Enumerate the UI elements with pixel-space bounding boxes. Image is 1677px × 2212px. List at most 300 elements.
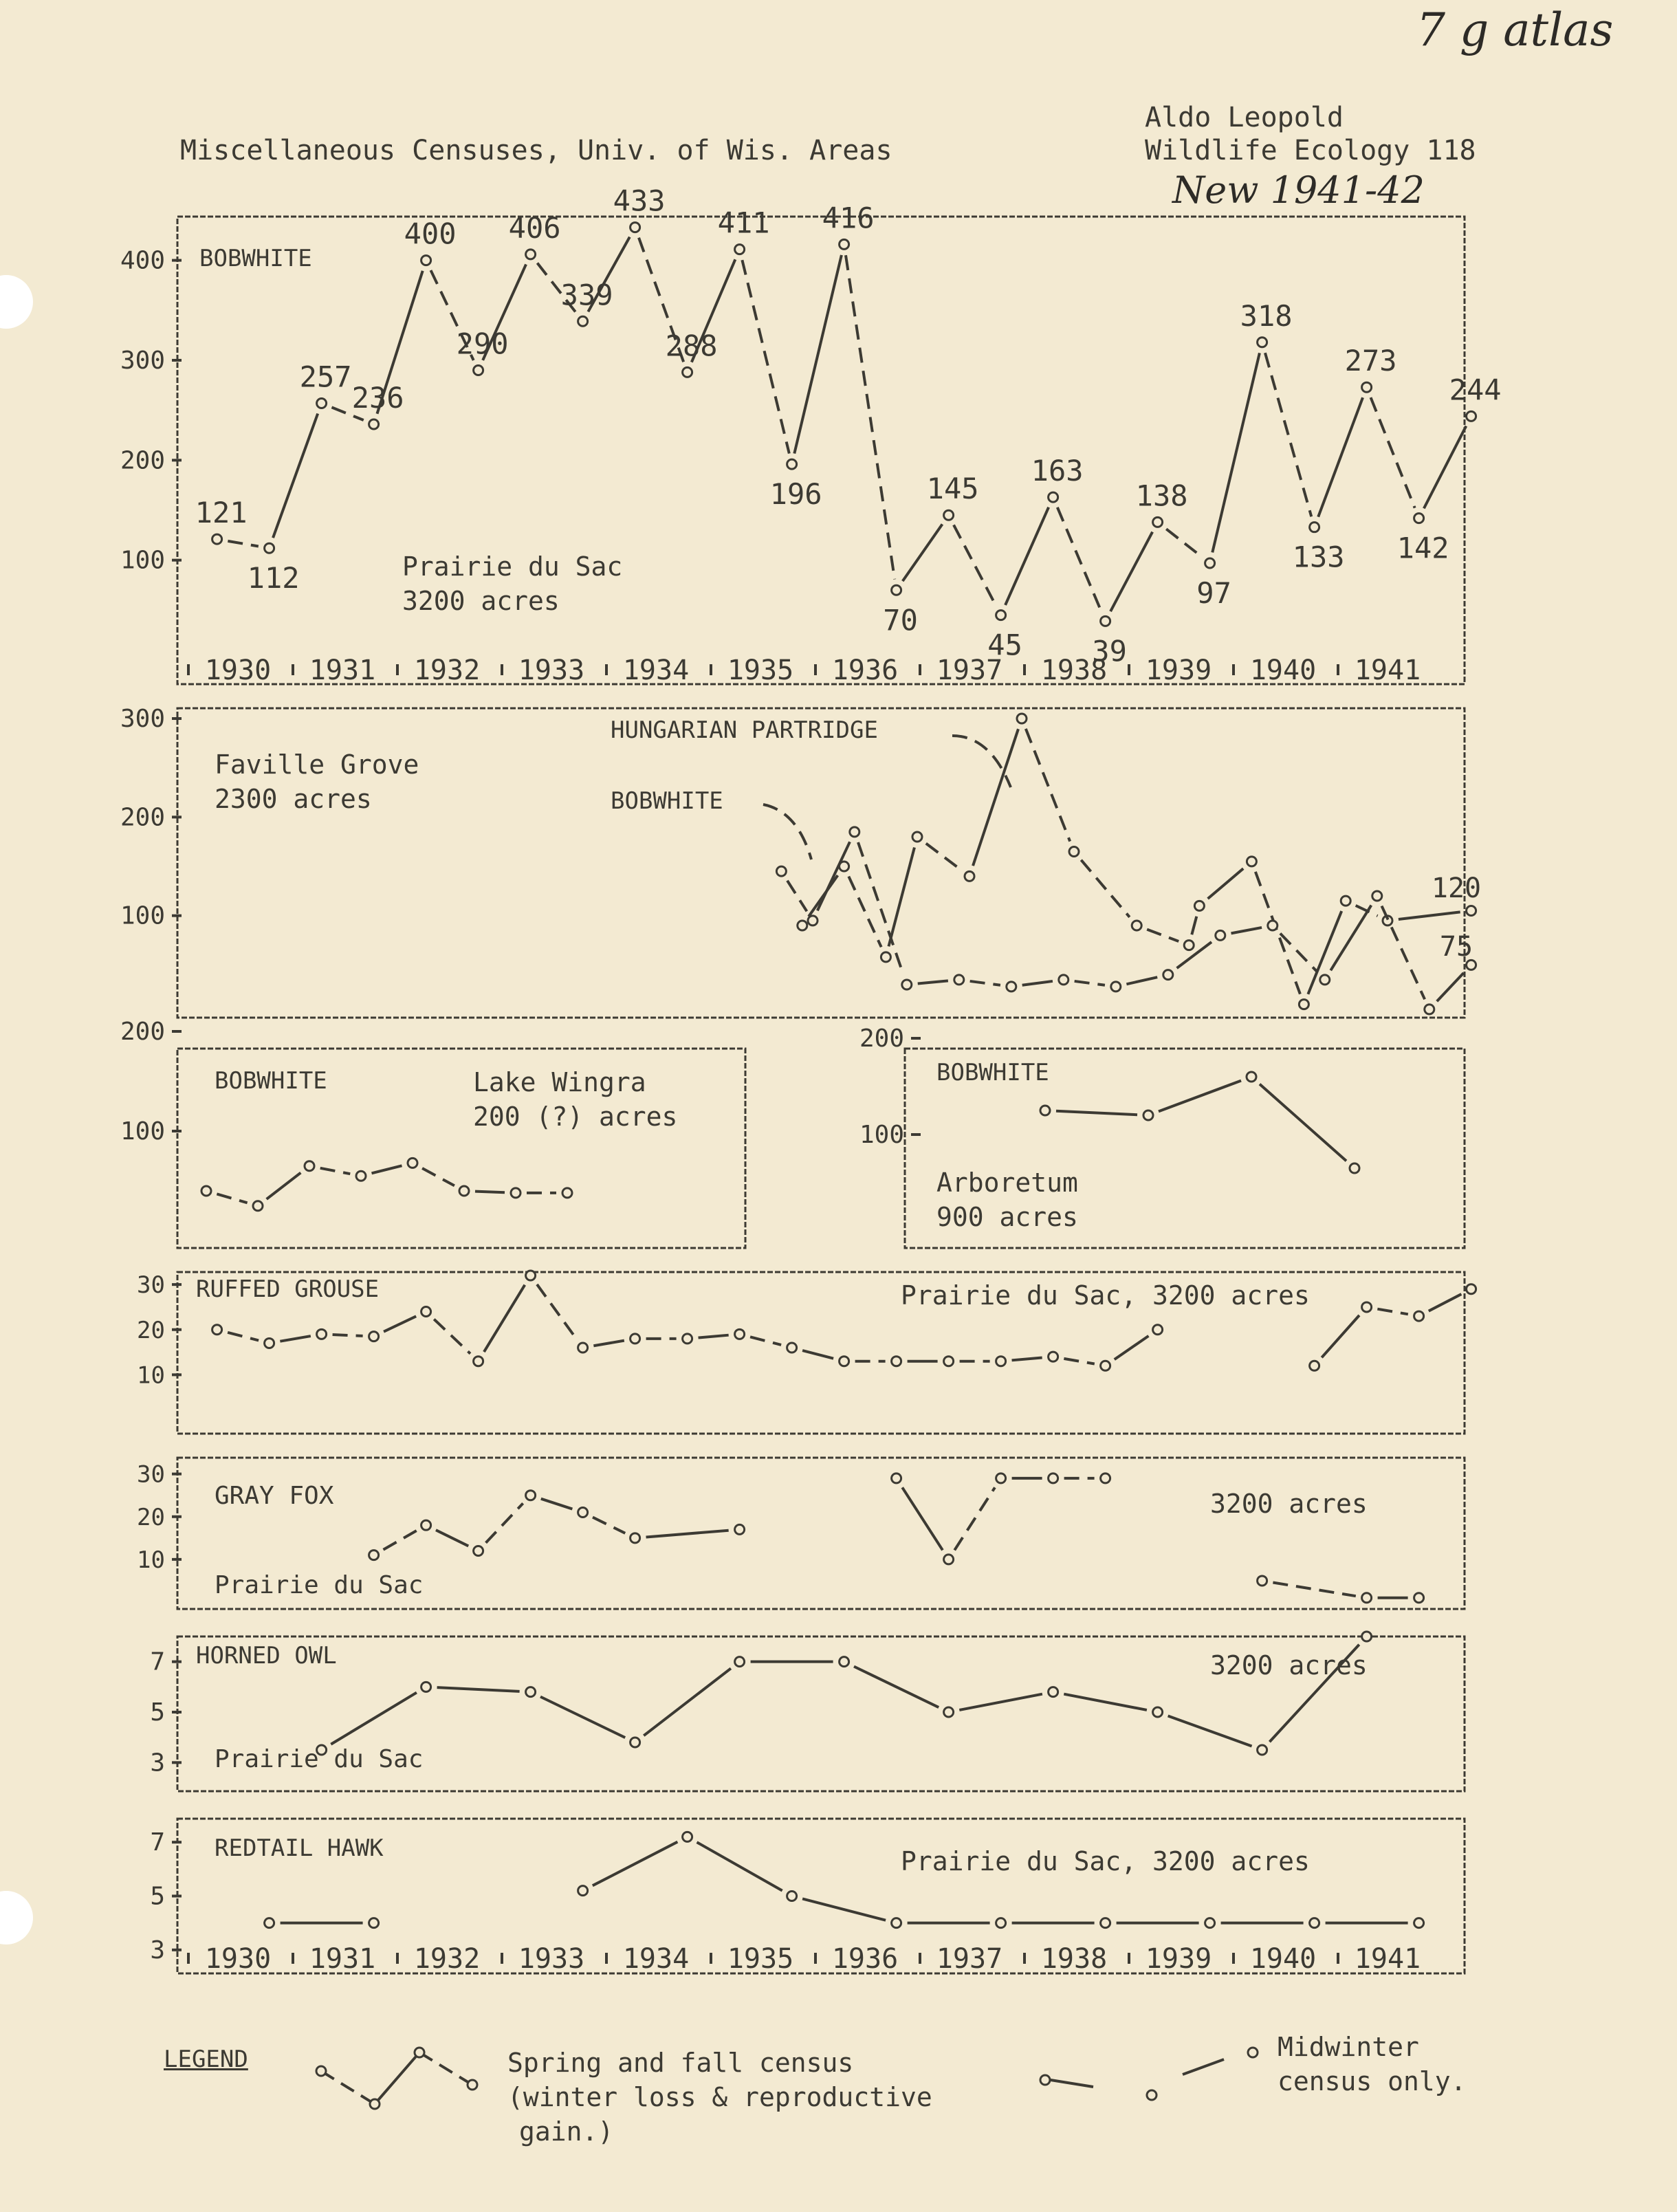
data-point (1247, 857, 1256, 866)
legend-title: LEGEND (164, 2046, 248, 2073)
data-point (421, 1682, 431, 1691)
series-segment (902, 1487, 943, 1550)
series-segment (1064, 1359, 1094, 1364)
data-label: 400 (404, 217, 457, 251)
series-segment (888, 847, 914, 946)
x-tick-label: 1941 (1354, 655, 1421, 686)
series-segment (1064, 1694, 1147, 1710)
data-point (996, 1918, 1006, 1928)
data-point (317, 1329, 327, 1339)
series-segment (593, 1842, 678, 1886)
data-point (944, 1707, 954, 1717)
author: Aldo Leopold (1145, 102, 1344, 133)
series-segment (1208, 868, 1244, 899)
series-segment (1437, 973, 1464, 1001)
data-point (1414, 1593, 1424, 1603)
data-point (1101, 1474, 1110, 1483)
data-label: 244 (1449, 373, 1502, 407)
x-tick-label: 1940 (1249, 1943, 1317, 1975)
data-point (1101, 1918, 1110, 1928)
series-segment (434, 1319, 470, 1354)
data-label: 112 (247, 561, 300, 595)
series-segment (1012, 1358, 1042, 1361)
x-tick-label: 1933 (518, 1943, 585, 1975)
data-point (1310, 1361, 1319, 1370)
series-segment (970, 981, 1000, 985)
series-segment (697, 1842, 782, 1890)
data-point (1153, 1707, 1163, 1717)
series-segment (644, 1668, 731, 1735)
x-tick-label: 1930 (204, 655, 272, 686)
series-segment (1115, 1336, 1149, 1359)
y-tick-label: 200 (120, 803, 165, 832)
x-tick-label: 1933 (518, 655, 585, 686)
data-point (944, 510, 954, 520)
data-point (474, 1546, 483, 1555)
x-tick-label: 1935 (727, 655, 794, 686)
data-point (996, 611, 1006, 620)
data-point (1040, 1106, 1050, 1115)
series-segment (422, 1168, 454, 1185)
series-segment (1110, 532, 1152, 612)
data-point (892, 1918, 901, 1928)
data-point (996, 1474, 1006, 1483)
data-point (631, 1334, 640, 1344)
data-label: 196 (769, 477, 822, 512)
data-point (474, 1357, 483, 1366)
series-segment (742, 260, 789, 453)
y-tick-label: 200 (859, 1025, 904, 1053)
data-label: 406 (508, 210, 561, 245)
data-point (265, 1918, 274, 1928)
y-tick-label: 400 (120, 246, 165, 275)
data-point (459, 1186, 469, 1196)
x-tick-label: 1941 (1354, 1943, 1421, 1975)
data-point (735, 1524, 745, 1534)
owl-area-2: 3200 acres (1210, 1650, 1368, 1680)
series-segment (848, 877, 881, 948)
data-point (683, 1832, 692, 1841)
series-segment (1273, 1583, 1355, 1597)
series-segment (1166, 529, 1201, 556)
data-point (526, 250, 536, 259)
data-point (735, 1329, 745, 1339)
data-label: 273 (1344, 344, 1397, 378)
data-point (1007, 982, 1016, 992)
data-point (1467, 411, 1476, 421)
series-segment (954, 525, 996, 605)
data-point (683, 1334, 692, 1344)
data-point (1153, 517, 1163, 527)
data-point (798, 921, 807, 930)
data-point (1101, 1361, 1110, 1370)
corner-note: 7 g atlas (1416, 3, 1614, 56)
series-segment (537, 1284, 576, 1339)
data-label: 121 (195, 496, 248, 530)
y-tick-label: 20 (137, 1503, 165, 1531)
x-tick-label: 1939 (1145, 1943, 1212, 1975)
data-point (578, 1508, 588, 1518)
page-title: Miscellaneous Censuses, Univ. of Wis. Areas (180, 135, 892, 166)
series-segment (475, 1192, 505, 1193)
series-segment (787, 881, 807, 912)
data-point (1153, 1325, 1163, 1335)
data-point (369, 1551, 379, 1560)
series-segment (646, 1531, 729, 1537)
data-label: 290 (456, 327, 509, 361)
data-point (253, 1201, 263, 1211)
y-tick-label: 300 (120, 346, 165, 375)
series-segment (1330, 906, 1371, 971)
series-segment (1022, 981, 1053, 985)
data-point (1132, 921, 1141, 930)
x-tick-label: 1934 (622, 655, 690, 686)
data-point (631, 223, 640, 232)
arboretum-area-2: 900 acres (936, 1202, 1078, 1232)
data-point (511, 1188, 520, 1198)
bobwhite-prairie-title: BOBWHITE (199, 245, 312, 272)
data-point (1350, 1163, 1359, 1173)
y-tick-label: 100 (859, 1121, 904, 1149)
data-point (265, 543, 274, 553)
data-point (1268, 921, 1278, 930)
series-segment (217, 1194, 247, 1203)
x-tick-label: 1931 (309, 1943, 376, 1975)
series-segment (1147, 930, 1179, 941)
data-point (578, 1343, 588, 1353)
data-point (787, 1343, 797, 1353)
data-label: 433 (613, 184, 666, 218)
bobwhite-prairie-frame (177, 217, 1465, 684)
data-point (1216, 930, 1225, 940)
series-segment (1057, 507, 1101, 611)
data-point (1414, 1918, 1424, 1928)
data-label: 70 (883, 603, 918, 637)
data-point (212, 534, 222, 544)
series-segment (1399, 912, 1460, 919)
series-segment (372, 1165, 402, 1173)
y-tick-label: 3 (150, 1936, 165, 1964)
series-segment (273, 414, 318, 538)
data-point (787, 1892, 797, 1901)
y-tick-label: 100 (120, 1117, 165, 1146)
series-segment (926, 844, 961, 870)
x-tick-label: 1934 (622, 1943, 690, 1975)
y-tick-label: 30 (137, 1271, 165, 1300)
data-point (1163, 970, 1173, 980)
x-tick-label: 1931 (309, 655, 376, 686)
fox-title: GRAY FOX (215, 1482, 334, 1510)
data-point (1111, 982, 1121, 992)
series-segment (437, 1687, 520, 1691)
x-tick-label: 1939 (1145, 655, 1212, 686)
series-segment (818, 842, 850, 910)
data-point (1049, 1474, 1058, 1483)
data-label: 138 (1135, 479, 1188, 513)
y-tick-label: 10 (137, 1546, 165, 1574)
series-segment (918, 981, 948, 983)
x-tick-label: 1937 (936, 1943, 1003, 1975)
data-point (735, 245, 745, 254)
data-label: 163 (1031, 454, 1084, 488)
y-tick-label: 5 (150, 1698, 165, 1727)
series-segment (320, 1168, 351, 1174)
faville-annotation-bobwhite: BOBWHITE (611, 787, 723, 815)
data-point (954, 975, 964, 985)
series-segment (1256, 872, 1300, 994)
y-tick-label: 20 (137, 1316, 165, 1344)
data-point (808, 916, 818, 926)
series-segment (593, 1341, 624, 1346)
data-point (892, 1357, 901, 1366)
data-point (356, 1171, 366, 1181)
series-segment (228, 1333, 259, 1341)
series-segment (1280, 934, 1317, 972)
owl-area-1: Prairie du Sac (215, 1745, 424, 1773)
data-point (1362, 1593, 1372, 1603)
data-label: 318 (1240, 298, 1293, 333)
data-point (474, 365, 483, 375)
course: Wildlife Ecology 118 (1145, 135, 1476, 166)
y-tick-label: 200 (120, 1018, 165, 1046)
data-label: 39 (1092, 634, 1127, 668)
legend-midwinter-1: Midwinter (1278, 2032, 1419, 2062)
data-point (369, 419, 379, 429)
revision-note: New 1941-42 (1172, 168, 1425, 212)
data-point (1362, 1632, 1372, 1641)
series-segment (383, 1531, 416, 1550)
data-point (631, 1533, 640, 1543)
data-point (944, 1555, 954, 1564)
arboretum-title: BOBWHITE (936, 1059, 1049, 1086)
series-segment (384, 1316, 416, 1331)
wingra-area-2: 200 (?) acres (473, 1102, 678, 1132)
x-tick-label: 1936 (831, 1943, 899, 1975)
data-point (735, 1657, 745, 1667)
data-point (526, 1271, 536, 1280)
series-segment (846, 255, 895, 579)
data-point (1205, 1918, 1215, 1928)
data-point (421, 256, 431, 265)
series-segment (1075, 981, 1105, 985)
series-segment (1371, 397, 1415, 508)
x-tick-label: 1930 (204, 1943, 272, 1975)
data-label: 133 (1292, 540, 1345, 574)
series-segment (1168, 1716, 1252, 1746)
arboretum-area-1: Arboretum (936, 1168, 1078, 1198)
series-segment (267, 1173, 301, 1199)
data-point (1467, 1284, 1476, 1294)
data-point (1467, 906, 1476, 916)
data-point (1258, 338, 1267, 347)
series-segment (1126, 977, 1157, 984)
data-point (1310, 523, 1319, 532)
series-segment (593, 1518, 625, 1533)
data-point (421, 1307, 431, 1317)
data-point (1258, 1576, 1267, 1586)
series-segment (331, 1693, 417, 1744)
data-point (631, 1738, 640, 1747)
data-point (1184, 941, 1194, 950)
series-segment (1318, 397, 1363, 517)
series-segment (280, 1336, 310, 1342)
series-segment (1056, 1111, 1137, 1115)
data-point (1414, 1311, 1424, 1321)
x-tick-label: 1936 (831, 655, 899, 686)
series-segment (1322, 1315, 1359, 1357)
data-point (902, 980, 912, 989)
y-tick-label: 5 (150, 1882, 165, 1911)
data-point (369, 1918, 379, 1928)
faville-area-1: Faville Grove (215, 749, 419, 780)
legend-spring-fall-2: (winter loss & reproductive (507, 2082, 932, 2112)
series-segment (436, 1530, 468, 1546)
series-segment (333, 1335, 363, 1336)
data-point (578, 1886, 588, 1896)
x-tick-label: 1932 (413, 655, 481, 686)
data-point (965, 871, 974, 881)
series-segment (802, 1350, 833, 1359)
data-point (408, 1158, 417, 1168)
hawk-area: Prairie du Sac, 3200 acres (901, 1846, 1310, 1876)
data-point (1143, 1110, 1153, 1120)
data-point (317, 398, 327, 408)
data-point (1362, 382, 1372, 392)
data-point (265, 1338, 274, 1348)
data-point (1059, 975, 1068, 985)
series-segment (1212, 353, 1260, 552)
data-point (1049, 1687, 1058, 1697)
data-label: 142 (1396, 531, 1449, 565)
series-segment (1159, 1081, 1241, 1112)
data-label: 145 (926, 472, 979, 506)
series-segment (228, 541, 258, 547)
data-point (212, 1325, 222, 1335)
series-segment (973, 729, 1018, 866)
x-tick-label: 1938 (1040, 1943, 1108, 1975)
data-point (840, 1657, 849, 1667)
data-point (1258, 1745, 1267, 1755)
data-point (1320, 975, 1330, 985)
data-point (1372, 891, 1382, 901)
data-point (369, 1332, 379, 1342)
data-point (1049, 492, 1058, 502)
data-point (562, 1188, 572, 1198)
data-label: 288 (665, 329, 718, 363)
data-point (944, 1357, 954, 1366)
hawk-title: REDTAIL HAWK (215, 1835, 384, 1862)
series-segment (699, 1335, 729, 1338)
series-segment (1231, 928, 1262, 933)
data-point (787, 459, 797, 469)
data-point (912, 832, 922, 842)
grouse-title: RUFFED GROUSE (196, 1275, 380, 1303)
data-point (881, 952, 890, 962)
data-label: 236 (351, 380, 404, 415)
legend-spring-fall-sample (313, 2035, 492, 2118)
data-point (1205, 558, 1215, 568)
fox-area-2: 3200 acres (1210, 1489, 1368, 1519)
grouse-area: Prairie du Sac, 3200 acres (901, 1280, 1310, 1311)
series-segment (750, 1337, 781, 1345)
wingra-area-1: Lake Wingra (473, 1067, 646, 1097)
data-point (892, 585, 901, 595)
data-point (1414, 514, 1424, 523)
data-label: 45 (987, 628, 1022, 662)
y-tick-label: 100 (120, 901, 165, 930)
data-point (1194, 901, 1204, 910)
legend-midwinter-2: census only. (1278, 2066, 1467, 2096)
owl-title: HORNED OWL (196, 1642, 337, 1669)
legend-midwinter-sample (1031, 2032, 1265, 2107)
data-point (1310, 1918, 1319, 1928)
data-point (1101, 616, 1110, 626)
data-label: 411 (717, 206, 770, 240)
data-point (683, 367, 692, 377)
series-segment (903, 524, 943, 581)
series-segment (1424, 426, 1466, 509)
y-tick-label: 300 (120, 705, 165, 733)
data-point (578, 316, 588, 326)
data-point (840, 239, 849, 249)
data-point (1069, 847, 1079, 857)
series-segment (1081, 860, 1129, 917)
data-point (850, 827, 859, 837)
data-label: 257 (299, 360, 352, 394)
data-label: 339 (560, 278, 613, 312)
legend-spring-fall-1: Spring and fall census (507, 2048, 854, 2078)
x-tick-label: 1932 (413, 1943, 481, 1975)
fox-area-1: Prairie du Sac (215, 1571, 424, 1599)
annotation-arrow (763, 804, 811, 859)
series-segment (954, 1487, 995, 1550)
end-label: 75 (1439, 931, 1473, 963)
faville-annotation-partridge: HUNGARIAN PARTRIDGE (611, 716, 878, 744)
series-segment (794, 255, 842, 454)
y-tick-label: 10 (137, 1361, 165, 1390)
series-segment (802, 1898, 886, 1920)
data-point (526, 1491, 536, 1500)
data-point (305, 1161, 314, 1171)
x-tick-label: 1940 (1249, 655, 1317, 686)
x-tick-label: 1937 (936, 655, 1003, 686)
data-point (1341, 896, 1350, 906)
data-point (201, 1186, 211, 1196)
series-segment (540, 1697, 625, 1738)
series-segment (1026, 729, 1070, 842)
data-point (776, 866, 786, 876)
series-segment (1377, 1309, 1407, 1315)
bobwhite-prairie-area-2: 3200 acres (402, 586, 560, 616)
data-point (840, 1357, 849, 1366)
data-point (1247, 1072, 1256, 1082)
series-segment (854, 1667, 939, 1707)
series-segment (486, 1503, 523, 1542)
series-segment (1265, 353, 1311, 516)
series-segment (1192, 917, 1196, 934)
data-point (1362, 1302, 1372, 1312)
y-tick-label: 3 (150, 1749, 165, 1777)
data-point (421, 1520, 431, 1530)
wingra-title: BOBWHITE (215, 1067, 327, 1095)
bobwhite-prairie-area-1: Prairie du Sac (402, 551, 623, 582)
y-tick-label: 100 (120, 546, 165, 575)
series-segment (1260, 1084, 1346, 1161)
y-tick-label: 7 (150, 1647, 165, 1676)
series-segment (959, 1694, 1042, 1710)
x-tick-label: 1935 (727, 1943, 794, 1975)
data-label: 97 (1196, 576, 1231, 611)
